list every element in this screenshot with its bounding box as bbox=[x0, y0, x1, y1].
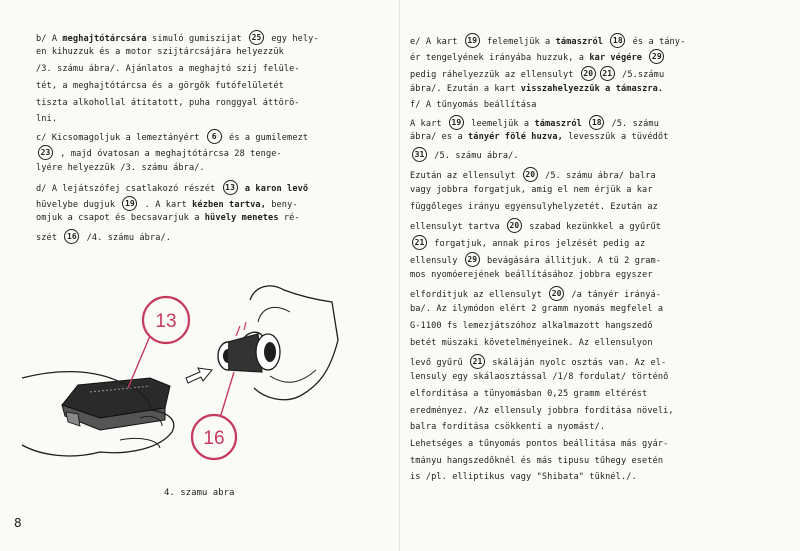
text-span: beny- bbox=[265, 200, 298, 210]
callout-13-label: 13 bbox=[155, 311, 177, 332]
text-line bbox=[410, 50, 666, 65]
text-line bbox=[410, 355, 666, 370]
text-span: . A kart bbox=[139, 200, 193, 210]
text-line bbox=[410, 148, 519, 163]
text-line bbox=[410, 168, 656, 183]
text-span: hüvely menetes bbox=[204, 213, 279, 223]
text-span: tét, a meghajtótárcsa és a görgők futófelületét bbox=[36, 81, 284, 91]
text-line bbox=[410, 389, 647, 400]
part-number-ref: 20 bbox=[523, 167, 538, 182]
text-span: támaszról bbox=[534, 119, 582, 129]
text-line bbox=[410, 253, 661, 268]
text-line bbox=[410, 67, 664, 82]
text-span: támaszról bbox=[555, 37, 604, 47]
text-span: szabad kezünkkel a gyűrűt bbox=[523, 222, 662, 232]
text-span bbox=[603, 37, 608, 47]
part-number-ref: 20 bbox=[549, 286, 564, 301]
text-span: hüvelybe dugjuk bbox=[36, 200, 121, 210]
callout-16-label: 16 bbox=[203, 428, 225, 449]
text-line bbox=[410, 202, 658, 213]
text-span: ábra/. Ezután a kart bbox=[410, 84, 521, 94]
text-span: pedig ráhelyezzük az ellensulyt bbox=[410, 70, 579, 80]
part-number-ref: 19 bbox=[122, 196, 137, 211]
text-line bbox=[410, 116, 659, 131]
text-span: leemeljük a bbox=[465, 119, 535, 129]
text-line bbox=[410, 321, 653, 332]
text-span: levesszük a tüvédőt bbox=[562, 132, 669, 142]
text-span: betét müszaki követelményeinek. Az ellensulyon bbox=[410, 338, 653, 348]
text-span: ba/. Az ilymódon elért 2 gramm nyomás megfelel a bbox=[410, 304, 664, 314]
text-span: Ezután az ellensulyt bbox=[410, 171, 521, 181]
text-span: egy hely- bbox=[265, 34, 319, 44]
text-span: és a gumilemezt bbox=[223, 133, 309, 143]
text-span: /5. számu ábra/ balra bbox=[539, 171, 656, 181]
text-span: , majd óvatosan a meghajtótárcsa 28 tenge- bbox=[55, 149, 282, 159]
text-line bbox=[410, 100, 537, 111]
part-number-ref: 21 bbox=[412, 235, 427, 250]
text-span: meghajtótárcsára bbox=[62, 34, 147, 44]
text-span: b/ A bbox=[36, 34, 63, 44]
text-span: omjuk a csapot és becsavarjuk a bbox=[36, 213, 205, 223]
text-line bbox=[410, 132, 668, 143]
text-span: tányér fölé huzva, bbox=[468, 132, 563, 142]
text-span: felemeljük a bbox=[481, 37, 556, 47]
text-line bbox=[410, 406, 674, 417]
text-span: G-1100 fs lemezjátszóhoz alkalmazott hangszedő bbox=[410, 321, 653, 331]
part-number-ref: 16 bbox=[64, 229, 79, 244]
part-number-ref: 19 bbox=[465, 33, 480, 48]
text-line bbox=[410, 270, 653, 281]
part-number-ref: 29 bbox=[465, 252, 480, 267]
text-span: A kart bbox=[410, 119, 447, 129]
text-span: c/ Kicsomagoljuk a lemeztányért bbox=[36, 133, 205, 143]
figure-caption: 4. szamu abra bbox=[164, 488, 235, 498]
text-line bbox=[410, 236, 645, 251]
text-span: elforditjuk az ellensulyt bbox=[410, 290, 548, 300]
text-span bbox=[642, 53, 647, 63]
text-span: is /pl. elliptikus vagy "Shibata" tüknél./. bbox=[410, 472, 637, 482]
part-number-ref: 20 bbox=[581, 66, 596, 81]
right-page bbox=[400, 0, 800, 551]
text-line bbox=[410, 422, 605, 433]
text-line bbox=[410, 219, 661, 234]
text-line bbox=[410, 456, 663, 467]
text-span: forgatjuk, annak piros jelzését pedig az bbox=[429, 239, 646, 249]
text-line bbox=[410, 304, 663, 315]
part-number-ref: 6 bbox=[207, 129, 222, 144]
text-span: levő gyűrű bbox=[410, 358, 469, 368]
text-line bbox=[410, 185, 653, 196]
text-span: /3. számu ábra/. Ajánlatos a meghajtó szij felüle- bbox=[36, 64, 300, 74]
text-span: szét bbox=[36, 233, 63, 243]
text-span: ré- bbox=[278, 213, 300, 223]
part-number-ref: 23 bbox=[38, 145, 53, 160]
text-span: Lehetséges a tűnyomás pontos beállitása más gyár- bbox=[410, 439, 669, 449]
text-span: a karon levő bbox=[239, 184, 309, 194]
part-number-ref: 18 bbox=[610, 33, 625, 48]
text-span: /4. számu ábra/. bbox=[81, 233, 172, 243]
text-span: e/ A kart bbox=[410, 37, 463, 47]
text-line bbox=[410, 372, 668, 383]
text-line bbox=[410, 338, 653, 349]
text-span: ellensulyt tartva bbox=[410, 222, 505, 232]
text-line bbox=[410, 84, 663, 95]
cartridge-drawing bbox=[22, 372, 174, 456]
text-span: simuló gumiszijat bbox=[146, 34, 247, 44]
part-number-ref: 25 bbox=[249, 30, 264, 45]
text-span: lyére helyezzük /3. számu ábra/. bbox=[36, 163, 205, 173]
text-span: d/ A lejátszófej csatlakozó részét bbox=[36, 184, 221, 194]
text-line bbox=[410, 439, 668, 450]
text-span: kézben tartva, bbox=[192, 200, 266, 210]
text-span: vagy jobbra forgatjuk, amig el nem érjük a kar bbox=[410, 185, 653, 195]
text-span: ábra/ es a bbox=[410, 132, 469, 142]
text-span: ér tengelyének irányába huzzuk, a bbox=[410, 53, 590, 63]
text-span: en kihuzzuk és a motor szijtárcsájára helyezzük bbox=[36, 47, 284, 57]
text-span: eredményez. /Az ellensuly jobbra forditása növeli, bbox=[410, 406, 674, 416]
text-span: mos nyomóerejének beállításához jobbra egyszer bbox=[410, 270, 653, 280]
text-span: balra forditása csökkenti a nyomást/. bbox=[410, 422, 606, 432]
text-span: visszahelyezzük a támaszra. bbox=[520, 84, 664, 94]
text-span: bevágására állitjuk. A tű 2 gram- bbox=[481, 256, 662, 266]
text-span: lni. bbox=[36, 114, 58, 124]
text-span: /5. számu bbox=[606, 119, 659, 129]
text-span: tmányu hangszedőknél és más tipusu tűhegy esetén bbox=[410, 456, 664, 466]
part-number-ref: 21 bbox=[470, 354, 485, 369]
text-span: /a tányér irányá- bbox=[566, 290, 662, 300]
text-span: és a tány- bbox=[627, 37, 686, 47]
part-number-ref: 18 bbox=[589, 115, 604, 130]
text-span: tiszta alkohollal átitatott, puha ronggyal áttörö- bbox=[36, 98, 300, 108]
text-span: függőleges irányu egyensulyhelyzetét. Ezután az bbox=[410, 202, 658, 212]
insert-arrow bbox=[186, 368, 212, 383]
part-number-ref: 20 bbox=[507, 218, 522, 233]
callout-13 bbox=[128, 297, 189, 388]
page-number: 8 bbox=[14, 516, 22, 530]
text-span: f/ A tűnyomás beállítása bbox=[410, 100, 537, 110]
text-span: ellensuly bbox=[410, 256, 463, 266]
callout-16 bbox=[192, 372, 236, 459]
part-number-ref: 21 bbox=[600, 66, 615, 81]
text-line bbox=[410, 34, 685, 49]
sleeve-drawing bbox=[218, 286, 338, 400]
text-span: kar végére bbox=[589, 53, 643, 63]
text-span: /5.számu bbox=[616, 70, 665, 80]
text-span: elforditása a tünyomásban 0,25 gramm eltérést bbox=[410, 389, 648, 399]
part-number-ref: 31 bbox=[412, 147, 427, 162]
part-number-ref: 13 bbox=[223, 180, 238, 195]
text-span bbox=[582, 119, 587, 129]
text-line bbox=[410, 287, 661, 302]
text-line bbox=[410, 472, 637, 483]
text-span: /5. számu ábra/. bbox=[429, 151, 519, 161]
part-number-ref: 29 bbox=[649, 49, 664, 64]
part-number-ref: 19 bbox=[449, 115, 464, 130]
text-span: skáláján nyolc osztás van. Az el- bbox=[487, 358, 667, 368]
text-span: lensuly egy skálaosztással /1/8 fordulat/ történő bbox=[410, 372, 669, 382]
